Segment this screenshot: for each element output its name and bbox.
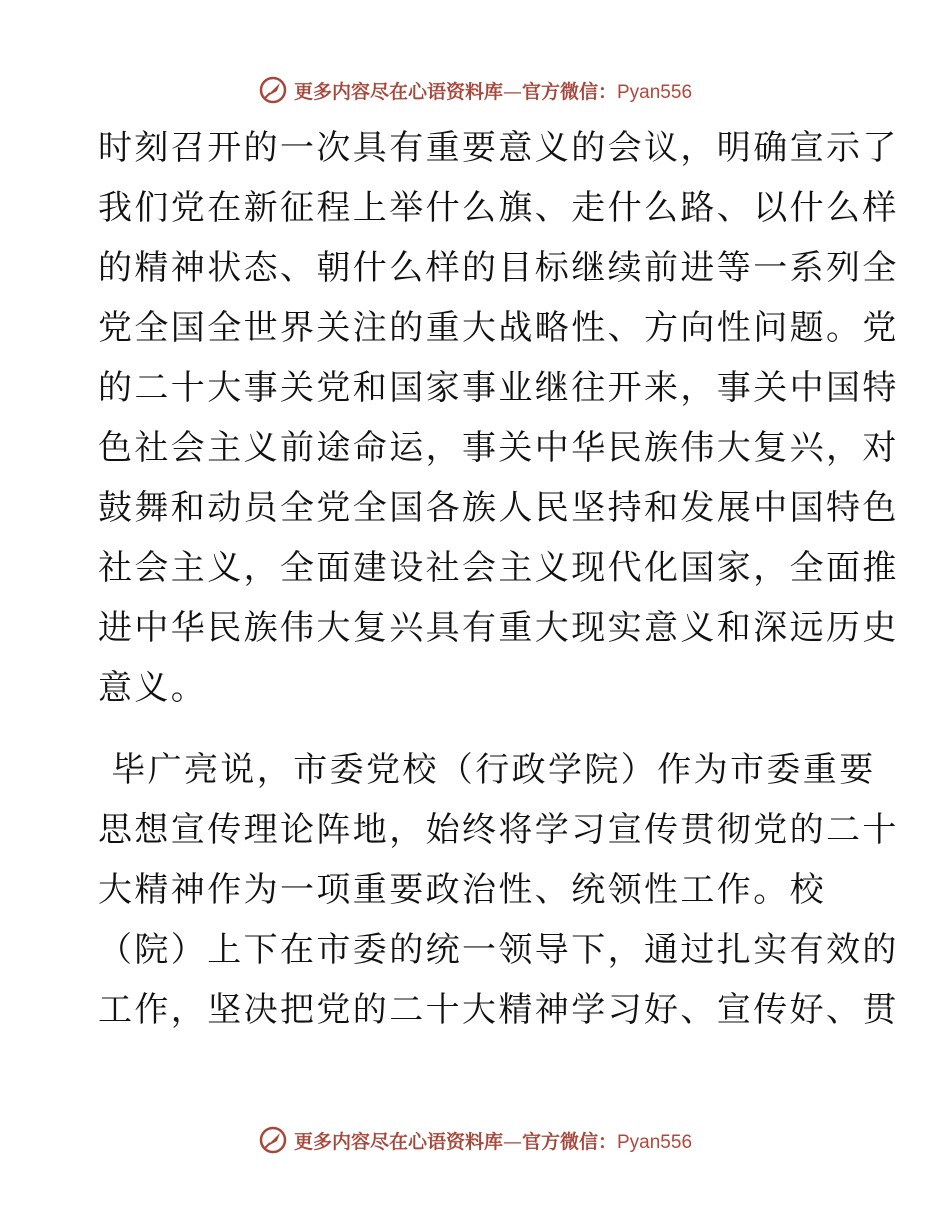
text-line: 的二十大事关党和国家事业继往开来，事关中国特 (98, 368, 899, 408)
document-body (98, 118, 899, 1040)
text-line: 鼓舞和动员全党全国各族人民坚持和发展中国特色 (98, 488, 899, 528)
watermark-wechat-id: Pyan556 (617, 81, 693, 103)
quill-circle-logo-icon (258, 1125, 288, 1155)
watermark-label: 官方微信： (521, 80, 617, 103)
text-line: 大精神作为一项重要政治性、统领性工作。校 (98, 870, 826, 910)
watermark-brand: 更多内容尽在心语资料库 (293, 80, 503, 103)
text-line: 工作，坚决把党的二十大精神学习好、宣传好、贯 (98, 990, 899, 1030)
watermark-separator: — (502, 1130, 522, 1153)
paragraph-spacer (98, 718, 858, 740)
watermark-text (294, 77, 692, 104)
text-line: （院）上下在市委的统一领导下，通过扎实有效的 (98, 930, 899, 970)
watermark-separator: — (502, 80, 522, 103)
text-line: 时刻召开的一次具有重要意义的会议，明确宣示了 (98, 128, 899, 168)
quill-circle-logo-icon (258, 75, 288, 105)
text-line: 色社会主义前途命运，事关中华民族伟大复兴，对 (98, 428, 899, 468)
watermark-wechat-id: Pyan556 (617, 1131, 693, 1153)
watermark-text (294, 1127, 692, 1154)
paragraph (98, 118, 899, 718)
text-line: 进中华民族伟大复兴具有重大现实意义和深远历史 (98, 608, 899, 648)
text-line: 意义。 (98, 668, 208, 708)
text-line: 党全国全世界关注的重大战略性、方向性问题。党 (98, 308, 899, 348)
text-line: 我们党在新征程上举什么旗、走什么路、以什么样 (98, 188, 899, 228)
text-line: 思想宣传理论阵地，始终将学习宣传贯彻党的二十 (98, 810, 899, 850)
text-line: 的精神状态、朝什么样的目标继续前进等一系列全 (98, 248, 899, 288)
watermark-brand: 更多内容尽在心语资料库 (293, 1130, 503, 1153)
watermark-label: 官方微信： (521, 1130, 617, 1153)
paragraph (98, 740, 899, 1040)
text-line: 毕广亮说，市委党校（行政学院）作为市委重要 (98, 750, 876, 790)
header-watermark (0, 72, 950, 108)
text-line: 社会主义，全面建设社会主义现代化国家，全面推 (98, 548, 899, 588)
footer-watermark (0, 1122, 950, 1158)
